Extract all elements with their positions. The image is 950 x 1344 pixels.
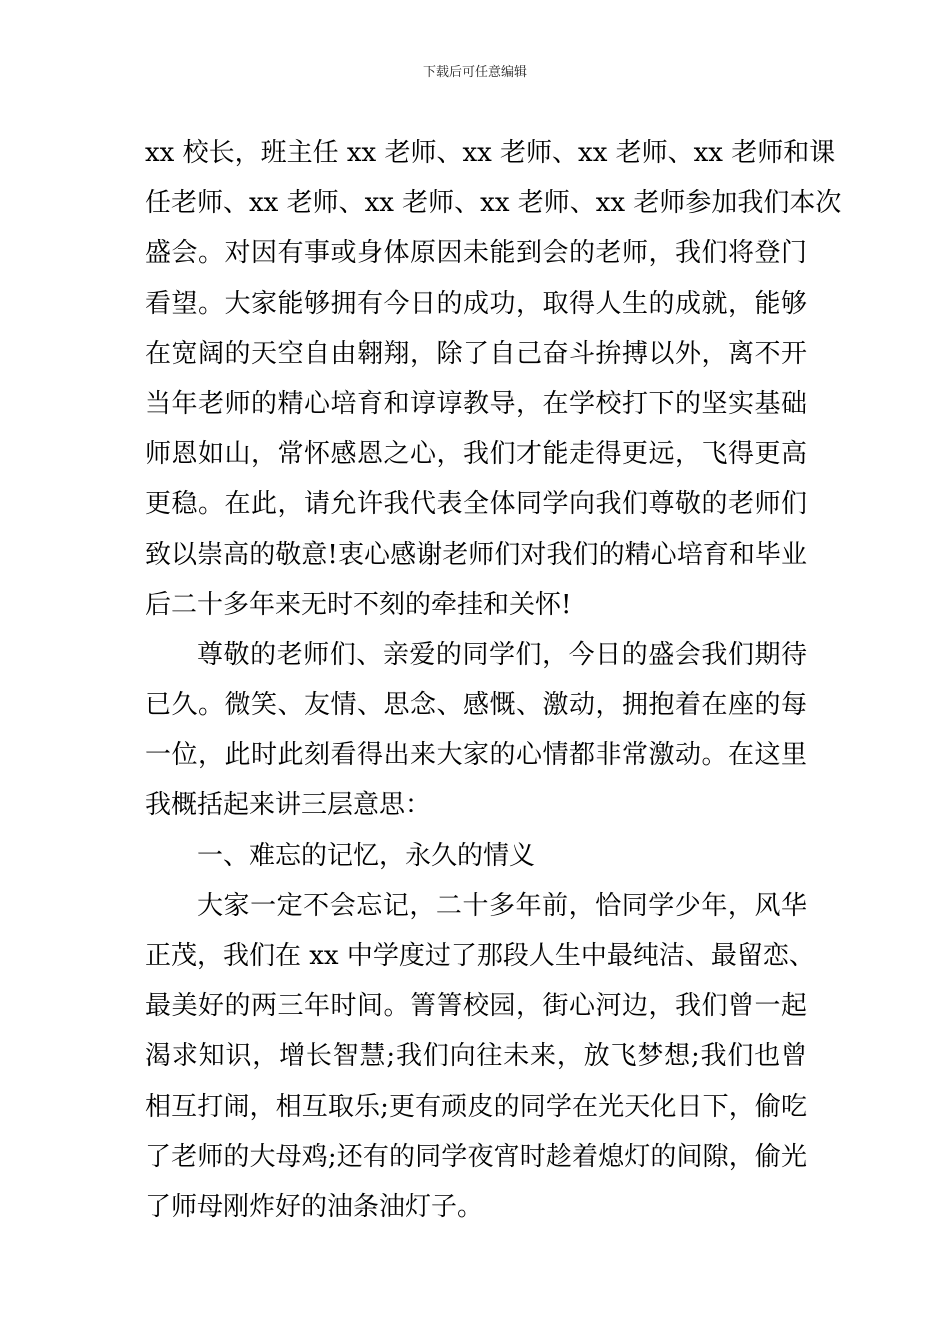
text-line: 我概括起来讲三层意思： xyxy=(145,790,432,821)
text-line: 相互打闹，相互取乐;更有顽皮的同学在光天化日下，偷吃 xyxy=(145,1091,807,1122)
text-line: 盛会。对因有事或身体原因未能到会的老师，我们将登门 xyxy=(145,238,807,269)
text-line: 致以崇高的敬意!衷心感谢老师们对我们的精心培育和毕业 xyxy=(145,539,807,570)
text-line: xx 校长，班主任 xx 老师、xx 老师、xx 老师、xx 老师和课 xyxy=(145,138,836,168)
text-line: 师恩如山，常怀感恩之心，我们才能走得更远，飞得更高 xyxy=(145,439,807,470)
text-line: 一位，此时此刻看得出来大家的心情都非常激动。在这里 xyxy=(145,740,807,771)
text-line: 渴求知识，增长智慧;我们向往未来，放飞梦想;我们也曾 xyxy=(145,1041,807,1072)
text-line: 任老师、xx 老师、xx 老师、xx 老师、xx 老师参加我们本次 xyxy=(145,188,842,219)
text-line: 看望。大家能够拥有今日的成功，取得人生的成就，能够 xyxy=(145,288,807,319)
text-line: 尊敬的老师们、亲爱的同学们，今日的盛会我们期待 xyxy=(197,639,807,670)
text-line: 在宽阔的天空自由翱翔，除了自己奋斗拚搏以外，离不开 xyxy=(145,338,807,369)
text-line: 已久。微笑、友情、思念、感慨、激动，拥抱着在座的每 xyxy=(145,690,807,721)
text-line: 当年老师的精心培育和谆谆教导，在学校打下的坚实基础 xyxy=(145,388,807,419)
text-line: 大家一定不会忘记，二十多年前，恰同学少年，风华 xyxy=(197,890,807,921)
text-line: 了老师的大母鸡;还有的同学夜宵时趁着熄灯的间隙，偷光 xyxy=(145,1141,807,1172)
text-line: 后二十多年来无时不刻的牵挂和关怀! xyxy=(145,589,572,620)
text-line: 更稳。在此，请允许我代表全体同学向我们尊敬的老师们 xyxy=(145,489,807,520)
text-line: 正茂，我们在 xx 中学度过了那段人生中最纯洁、最留恋、 xyxy=(145,941,815,971)
text-line: 最美好的两三年时间。箐箐校园，街心河边，我们曾一起 xyxy=(145,991,807,1022)
document-body xyxy=(145,128,842,1232)
page-header: 下载后可任意编辑 xyxy=(422,65,527,80)
text-line: 一、难忘的记忆，永久的情义 xyxy=(197,840,536,871)
text-line: 了师母刚炸好的油条油灯子。 xyxy=(145,1191,484,1222)
